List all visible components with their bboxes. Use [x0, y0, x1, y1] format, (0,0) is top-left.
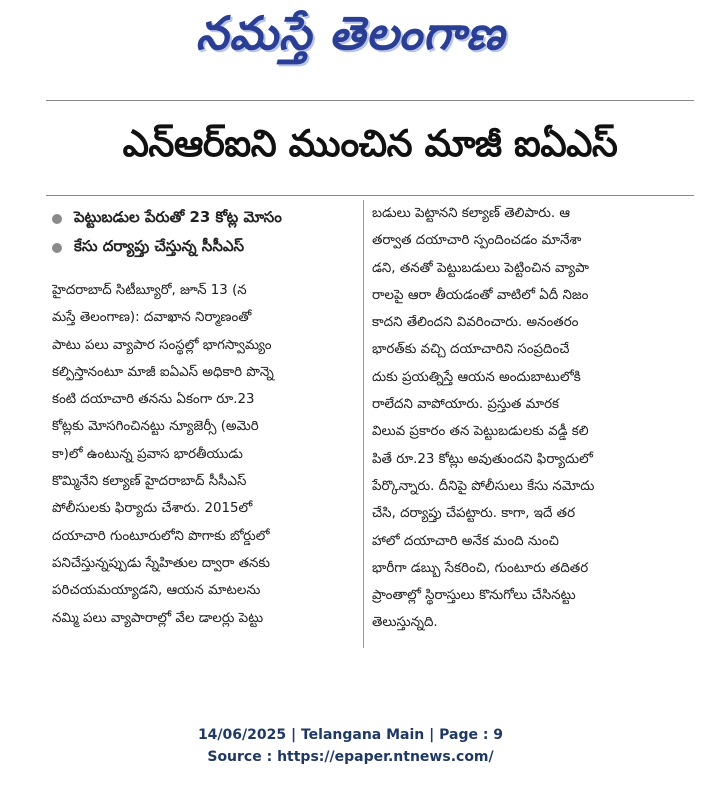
article-line: కొమ్మినేని కల్యాణ్ హైదరాబాద్ సీసీఎస్ — [52, 474, 247, 490]
subheadline-bullets — [52, 204, 352, 262]
article-line: కాదని తేలిందని వివరించారు. అనంతరం — [372, 315, 579, 331]
headline-box — [46, 100, 694, 196]
article-line: పేర్కొన్నారు. దీనిపై పోలీసులు కేసు నమోదు — [372, 478, 595, 494]
article-line: బడులు పెట్టానని కల్యాణ్ తెలిపారు. ఆ — [372, 206, 571, 221]
article-line: రాలపై ఆరా తీయడంతో వాటిలో ఏదీ నిజం — [372, 287, 589, 303]
article-column-right — [372, 200, 668, 637]
article-line: హైదరాబాద్ సిటీబ్యూరో, జూన్ 13 (న — [52, 283, 247, 298]
bullet-dot-icon — [52, 214, 62, 224]
bullet-dot-icon — [52, 243, 62, 253]
article-line: కల్పిస్తానంటూ మాజీ ఐఏఎస్ అధికారి పొన్నె — [52, 364, 274, 380]
article-line: పనిచేస్తున్నప్పుడు స్నేహితుల ద్వారా తనకు — [52, 555, 271, 571]
article-line: పరిచయమయ్యాడని, ఆయన మాటలను — [52, 583, 261, 599]
masthead — [0, 0, 701, 78]
headline: ఎన్‌ఆర్‌ఐని ముంచిన మాజీ ఐఏఎస్ — [122, 122, 618, 165]
article-line: పోలీసులకు ఫిర్యాదు చేశారు. 2015లో — [52, 501, 253, 517]
article-line: పాటు పలు వ్యాపార సంస్థల్లో భాగస్వామ్యం — [52, 337, 272, 353]
article-line: ప్రాంతాల్లో స్థిరాస్తులు కొనుగోలు చేసినట్టు — [372, 588, 576, 604]
article-line: హాలో దయాచారి అనేక మంది నుంచి — [372, 533, 559, 549]
article-line: పితే రూ.23 కోట్లు అవుతుందని ఫిర్యాదులో — [372, 451, 593, 467]
article-line: తర్వాత దయాచారి స్పందించడం మానేశా — [372, 233, 582, 249]
article-column-left — [52, 277, 355, 632]
article-line: నమ్మి పలు వ్యాపారాల్లో వేల డాలర్లు పెట్టు — [52, 610, 264, 626]
column-divider — [363, 200, 364, 648]
bullet-item — [52, 204, 352, 233]
article-line: కంటి దయాచారి తనను ఏకంగా రూ.23 — [52, 392, 255, 408]
edition-info: 14/06/2025 | Telangana Main | Page : 9 — [197, 727, 504, 743]
source-link[interactable]: Source : https://epaper.ntnews.com/ — [207, 749, 494, 765]
article-line: మస్తే తెలంగాణ): దవాఖాన నిర్మాణంతో — [52, 310, 252, 326]
article-line: కోట్లకు మోసగించినట్టు న్యూజెర్సీ (అమెరి — [52, 419, 259, 435]
article-line: భారీగా డబ్బు సేకరించి, గుంటూరు తదితర — [372, 560, 589, 576]
article-line: దుకు ప్రయత్నిస్తే ఆయన అందుబాటులోకి — [372, 369, 581, 385]
bullet-item — [52, 233, 352, 262]
article-line: కా)లో ఉంటున్న ప్రవాస భారతీయుడు — [52, 446, 243, 462]
article-line: విలువ ప్రకారం తన పెట్టుబడులకు వడ్డీ కలి — [372, 424, 589, 440]
source-footer — [0, 724, 701, 768]
article-line: భారత్‌కు వచ్చి దయాచారిని సంప్రదించే — [372, 342, 570, 358]
bullet-text: కేసు దర్యాప్తు చేస్తున్న సీసీఎస్ — [74, 236, 245, 255]
article-line: డని, తనతో పెట్టుబడులు పెట్టించిన వ్యాపా — [372, 260, 589, 276]
article-line: చేసి, దర్యాప్తు చేపట్టారు. కాగా, ఇదే తర — [372, 506, 576, 522]
newspaper-logo: నమస్తే తెలంగాణ — [195, 6, 506, 60]
article-line: దయాచారి గుంటూరులోని పొగాకు బోర్డులో — [52, 528, 270, 544]
article-line: తెలుస్తున్నది. — [372, 615, 438, 631]
article-line: రాలేదని వాపోయారు. ప్రస్తుత మారక — [372, 397, 560, 413]
bullet-text: పెట్టుబడుల పేరుతో 23 కోట్ల మోసం — [74, 207, 282, 226]
